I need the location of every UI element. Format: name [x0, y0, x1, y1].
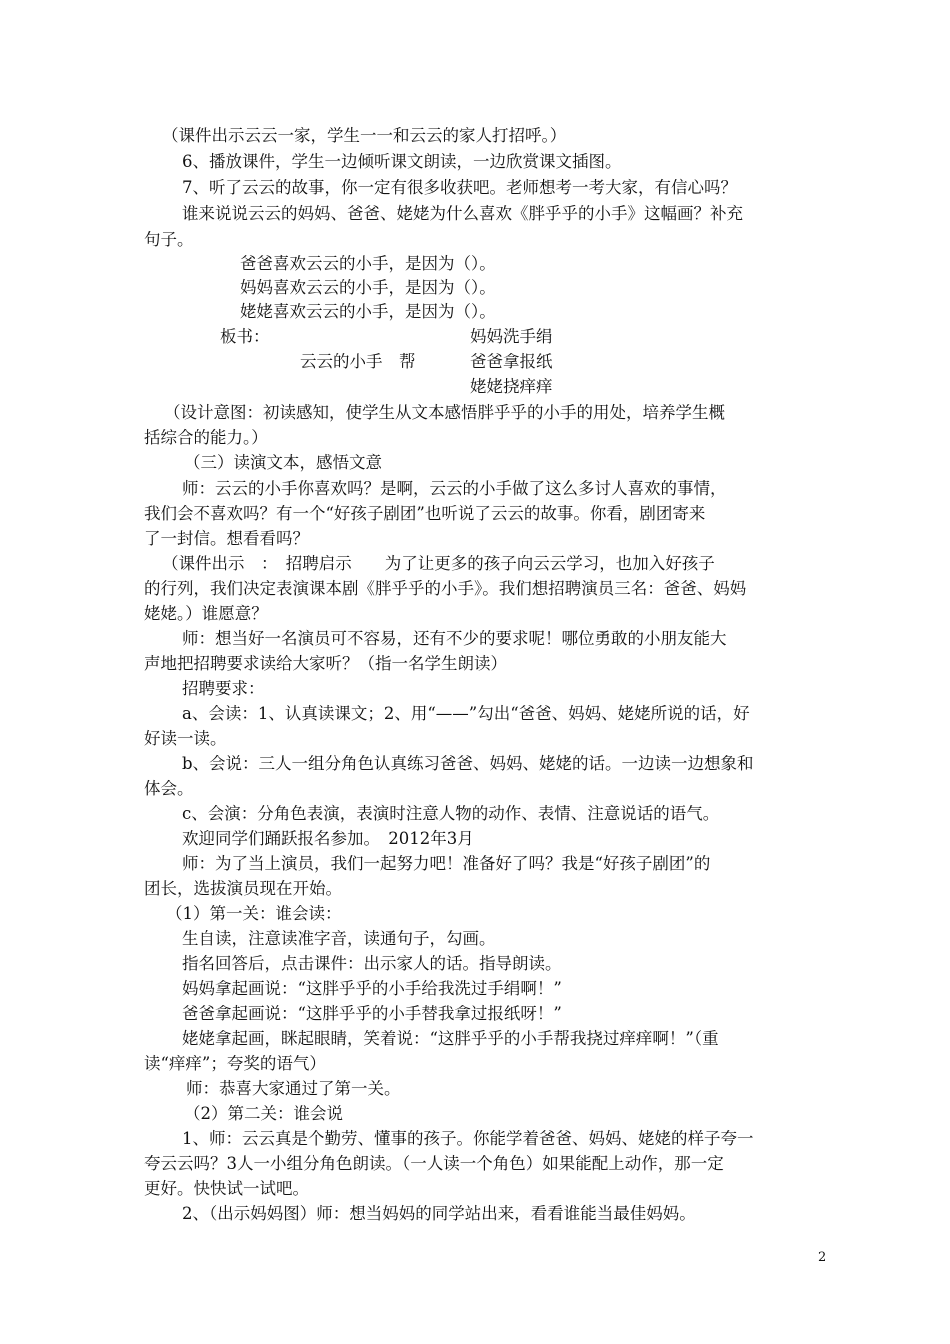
text-line: c、会演：分角色表演，表演时注意人物的动作、表情、注意说话的语气。 [182, 804, 720, 823]
text-line: 欢迎同学们踊跃报名参加。 2012年3月 [182, 829, 474, 848]
text-line: 姥姥拿起画，眯起眼睛，笑着说：“这胖乎乎的小手帮我挠过痒痒啊！”（重 [182, 1029, 719, 1048]
text-line: （课件出示云云一家，学生一一和云云的家人打招呼。） [162, 126, 567, 145]
text-line: a、会读：1、认真读课文；2、用“——”勾出“爸爸、妈妈、姥姥所说的话，好 [182, 704, 750, 723]
board-item: 姥姥挠痒痒 [470, 377, 553, 396]
text-line: 爸爸拿起画说：“这胖乎乎的小手替我拿过报纸呀！” [182, 1004, 562, 1023]
text-line: （1）第一关：谁会读： [166, 904, 342, 923]
text-line: 我们会不喜欢吗？有一个“好孩子剧团”也听说了云云的故事。你看，剧团寄来 [144, 504, 706, 523]
board-item: 爸爸拿报纸 [470, 352, 553, 371]
section-heading: （三）读演文本，感悟文意 [184, 453, 382, 472]
page-number: 2 [818, 1250, 827, 1265]
text-line: 7、听了云云的故事，你一定有很多收获吧。老师想考一考大家，有信心吗？ [182, 178, 737, 197]
text-line: 好读一读。 [144, 729, 227, 748]
board-label: 板书： [220, 327, 270, 346]
text-line: 括综合的能力。） [144, 428, 268, 447]
text-line: 师：想当好一名演员可不容易，还有不少的要求呢！哪位勇敢的小朋友能大 [182, 629, 727, 648]
text-line: 师：恭喜大家通过了第一关。 [186, 1079, 401, 1098]
board-center: 云云的小手 帮 [300, 352, 416, 371]
text-line: （2）第二关：谁会说 [184, 1104, 343, 1123]
text-line: 更好。快快试一试吧。 [144, 1179, 309, 1198]
text-line: 声地把招聘要求读给大家听？（指一名学生朗读） [144, 654, 507, 673]
board-item: 妈妈洗手绢 [470, 327, 553, 346]
text-line: 2、（出示妈妈图）师：想当妈妈的同学站出来，看看谁能当最佳妈妈。 [182, 1204, 696, 1223]
text-line: 了一封信。想看看吗？ [144, 529, 309, 548]
text-line: 生自读，注意读准字音，读通句子，勾画。 [182, 929, 496, 948]
text-line: 6、播放课件，学生一边倾听课文朗读，一边欣赏课文插图。 [182, 152, 622, 171]
text-line: 团长，选拔演员现在开始。 [144, 879, 342, 898]
text-line: 谁来说说云云的妈妈、爸爸、姥姥为什么喜欢《胖乎乎的小手》这幅画？补充 [182, 204, 743, 223]
text-line: （课件出示 ： 招聘启示 为了让更多的孩子向云云学习，也加入好孩子 [162, 554, 715, 573]
text-line: 妈妈喜欢云云的小手，是因为（）。 [240, 278, 496, 297]
text-line: 的行列，我们决定表演课本剧《胖乎乎的小手》。我们想招聘演员三名：爸爸、妈妈 [144, 579, 747, 598]
text-line: （设计意图：初读感知，使学生从文本感悟胖乎乎的小手的用处，培养学生概 [164, 403, 725, 422]
text-line: 指名回答后，点击课件：出示家人的话。指导朗读。 [182, 954, 562, 973]
text-line: 妈妈拿起画说：“这胖乎乎的小手给我洗过手绢啊！” [182, 979, 562, 998]
text-line: b、会说：三人一组分角色认真练习爸爸、妈妈、姥姥的话。一边读一边想象和 [182, 754, 754, 773]
text-line: 爸爸喜欢云云的小手，是因为（）。 [240, 254, 496, 273]
text-line: 姥姥喜欢云云的小手，是因为（）。 [240, 302, 496, 321]
text-line: 招聘要求： [182, 679, 265, 698]
text-line: 师：云云的小手你喜欢吗？是啊，云云的小手做了这么多讨人喜欢的事情， [182, 479, 727, 498]
text-line: 姥姥。）谁愿意？ [144, 604, 268, 623]
text-line: 读“痒痒”；夸奖的语气） [144, 1054, 326, 1073]
text-line: 夸云云吗？3人一小组分角色朗读。（一人读一个角色）如果能配上动作，那一定 [144, 1154, 724, 1173]
text-line: 1、师：云云真是个勤劳、懂事的孩子。你能学着爸爸、妈妈、姥姥的样子夸一 [182, 1129, 754, 1148]
text-line: 句子。 [144, 230, 194, 249]
text-line: 体会。 [144, 779, 194, 798]
text-line: 师：为了当上演员，我们一起努力吧！准备好了吗？我是“好孩子剧团”的 [182, 854, 711, 873]
